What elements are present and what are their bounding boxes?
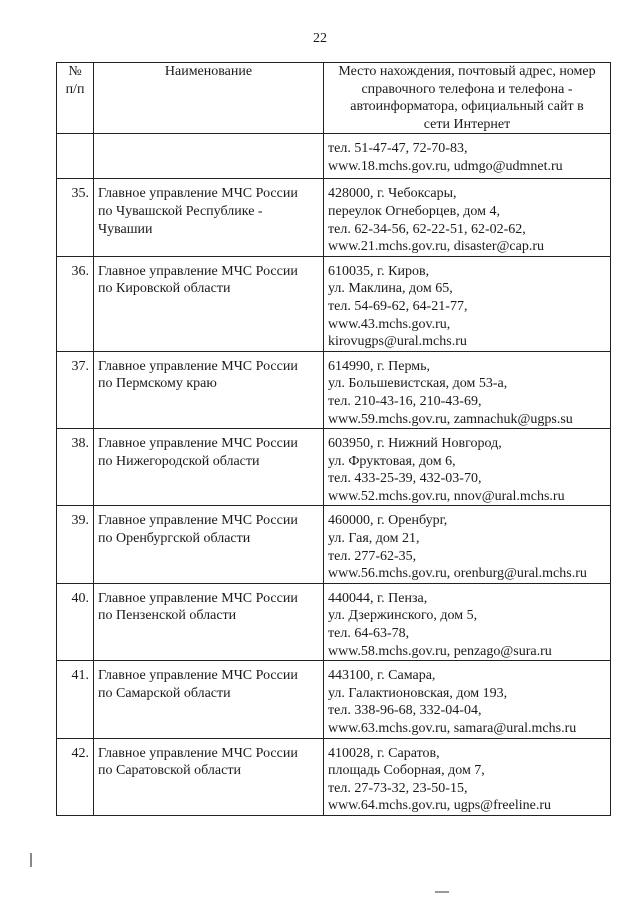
row-number: 38. (57, 429, 94, 506)
row-name (94, 256, 324, 351)
continuation-row (57, 134, 611, 179)
address-line: www.58.mchs.gov.ru, penzago@sura.ru (328, 643, 552, 659)
address-line: www.18.mchs.gov.ru, udmgo@udmnet.ru (328, 158, 563, 174)
header-address-line: автоинформатора, официальный сайт в (350, 99, 584, 115)
header-address-line: сети Интернет (423, 116, 511, 132)
address-line: тел. 54-69-62, 64-21-77, (328, 298, 468, 314)
address-line: тел. 62-34-56, 62-22-51, 62-02-62, (328, 221, 526, 237)
continuation-number (57, 134, 94, 179)
row-name (94, 351, 324, 428)
row-name (94, 506, 324, 583)
address-line: тел. 27-73-32, 23-50-15, (328, 780, 468, 796)
name-line: Главное управление МЧС России (98, 186, 298, 202)
row-address (324, 506, 611, 583)
row-number: 41. (57, 661, 94, 738)
address-line: тел. 338-96-68, 332-04-04, (328, 703, 482, 719)
name-line: по Самарской области (98, 685, 231, 701)
address-line: www.43.mchs.gov.ru, (328, 316, 451, 332)
address-line: 428000, г. Чебоксары, (328, 186, 457, 202)
address-line: www.21.mchs.gov.ru, disaster@cap.ru (328, 239, 544, 255)
row-name (94, 429, 324, 506)
row-address (324, 351, 611, 428)
address-line: ул. Большевистская, дом 53-а, (328, 376, 508, 392)
row-name (94, 738, 324, 815)
row-address (324, 661, 611, 738)
row-address (324, 179, 611, 256)
name-line: по Кировской области (98, 281, 231, 297)
table-row (57, 351, 611, 428)
continuation-address (324, 134, 611, 179)
table-row (57, 179, 611, 256)
row-address (324, 429, 611, 506)
header-address-line: справочного телефона и телефона - (361, 81, 573, 97)
address-line: ул. Дзержинского, дом 5, (328, 608, 478, 624)
row-number: 40. (57, 583, 94, 660)
table-row (57, 506, 611, 583)
address-line: ул. Фруктовая, дом 6, (328, 453, 456, 469)
scan-artifact (435, 891, 449, 893)
address-line: www.56.mchs.gov.ru, orenburg@ural.mchs.ru (328, 566, 587, 582)
address-line: 460000, г. Оренбург, (328, 513, 448, 529)
name-line: Чувашии (98, 221, 153, 237)
address-line: 440044, г. Пенза, (328, 590, 428, 606)
address-line: тел. 433-25-39, 432-03-70, (328, 471, 482, 487)
name-line: Главное управление МЧС России (98, 590, 298, 606)
address-line: тел. 64-63-78, (328, 626, 410, 642)
address-line: тел. 51-47-47, 72-70-83, (328, 141, 468, 157)
address-line: ул. Галактионовская, дом 193, (328, 685, 508, 701)
name-line: по Чувашской Республике - (98, 203, 263, 219)
header-number-abbrev: п/п (65, 81, 85, 97)
address-line: www.64.mchs.gov.ru, ugps@freeline.ru (328, 798, 551, 814)
name-line: по Пермскому краю (98, 376, 217, 392)
header-number (57, 63, 94, 134)
address-line: 443100, г. Самара, (328, 668, 436, 684)
row-name (94, 583, 324, 660)
table-row (57, 661, 611, 738)
address-line: 603950, г. Нижний Новгород, (328, 436, 502, 452)
scan-artifact (30, 853, 32, 867)
ministry-directory-table (56, 62, 611, 816)
address-line: 610035, г. Киров, (328, 263, 430, 279)
table-row (57, 583, 611, 660)
header-address-line: Место нахождения, почтовый адрес, номер (338, 64, 596, 79)
name-line: Главное управление МЧС России (98, 358, 298, 374)
address-line: тел. 277-62-35, (328, 548, 417, 564)
header-name: Наименование (94, 63, 324, 134)
name-line: по Саратовской области (98, 763, 241, 779)
address-line: площадь Соборная, дом 7, (328, 763, 485, 779)
header-number-symbol: № (68, 64, 82, 79)
address-line: 410028, г. Саратов, (328, 745, 440, 761)
row-address (324, 256, 611, 351)
row-number: 35. (57, 179, 94, 256)
name-line: Главное управление МЧС России (98, 263, 298, 279)
address-line: www.52.mchs.gov.ru, nnov@ural.mchs.ru (328, 488, 565, 504)
address-line: www.63.mchs.gov.ru, samara@ural.mchs.ru (328, 721, 577, 736)
address-line: переулок Огнеборцев, дом 4, (328, 203, 500, 219)
name-line: Главное управление МЧС России (98, 668, 298, 684)
name-line: Главное управление МЧС России (98, 745, 298, 761)
header-address (324, 63, 611, 134)
address-line: тел. 210-43-16, 210-43-69, (328, 393, 482, 409)
name-line: Главное управление МЧС России (98, 436, 298, 452)
table-row (57, 256, 611, 351)
table-row (57, 738, 611, 815)
page-number: 22 (313, 31, 327, 46)
name-line: по Оренбургской области (98, 531, 251, 547)
row-name (94, 661, 324, 738)
address-line: ул. Маклина, дом 65, (328, 281, 453, 297)
name-line: по Пензенской области (98, 608, 237, 624)
row-number: 37. (57, 351, 94, 428)
row-name (94, 179, 324, 256)
table-header-row (57, 63, 611, 134)
row-number: 36. (57, 256, 94, 351)
row-address (324, 738, 611, 815)
row-number: 42. (57, 738, 94, 815)
address-line: ул. Гая, дом 21, (328, 531, 420, 547)
address-line: kirovugps@ural.mchs.ru (328, 334, 467, 350)
address-line: www.59.mchs.gov.ru, zamnachuk@ugps.su (328, 411, 573, 427)
address-line: 614990, г. Пермь, (328, 358, 431, 374)
continuation-name (94, 134, 324, 179)
row-number: 39. (57, 506, 94, 583)
table-row (57, 429, 611, 506)
name-line: по Нижегородской области (98, 453, 260, 469)
row-address (324, 583, 611, 660)
name-line: Главное управление МЧС России (98, 513, 298, 529)
